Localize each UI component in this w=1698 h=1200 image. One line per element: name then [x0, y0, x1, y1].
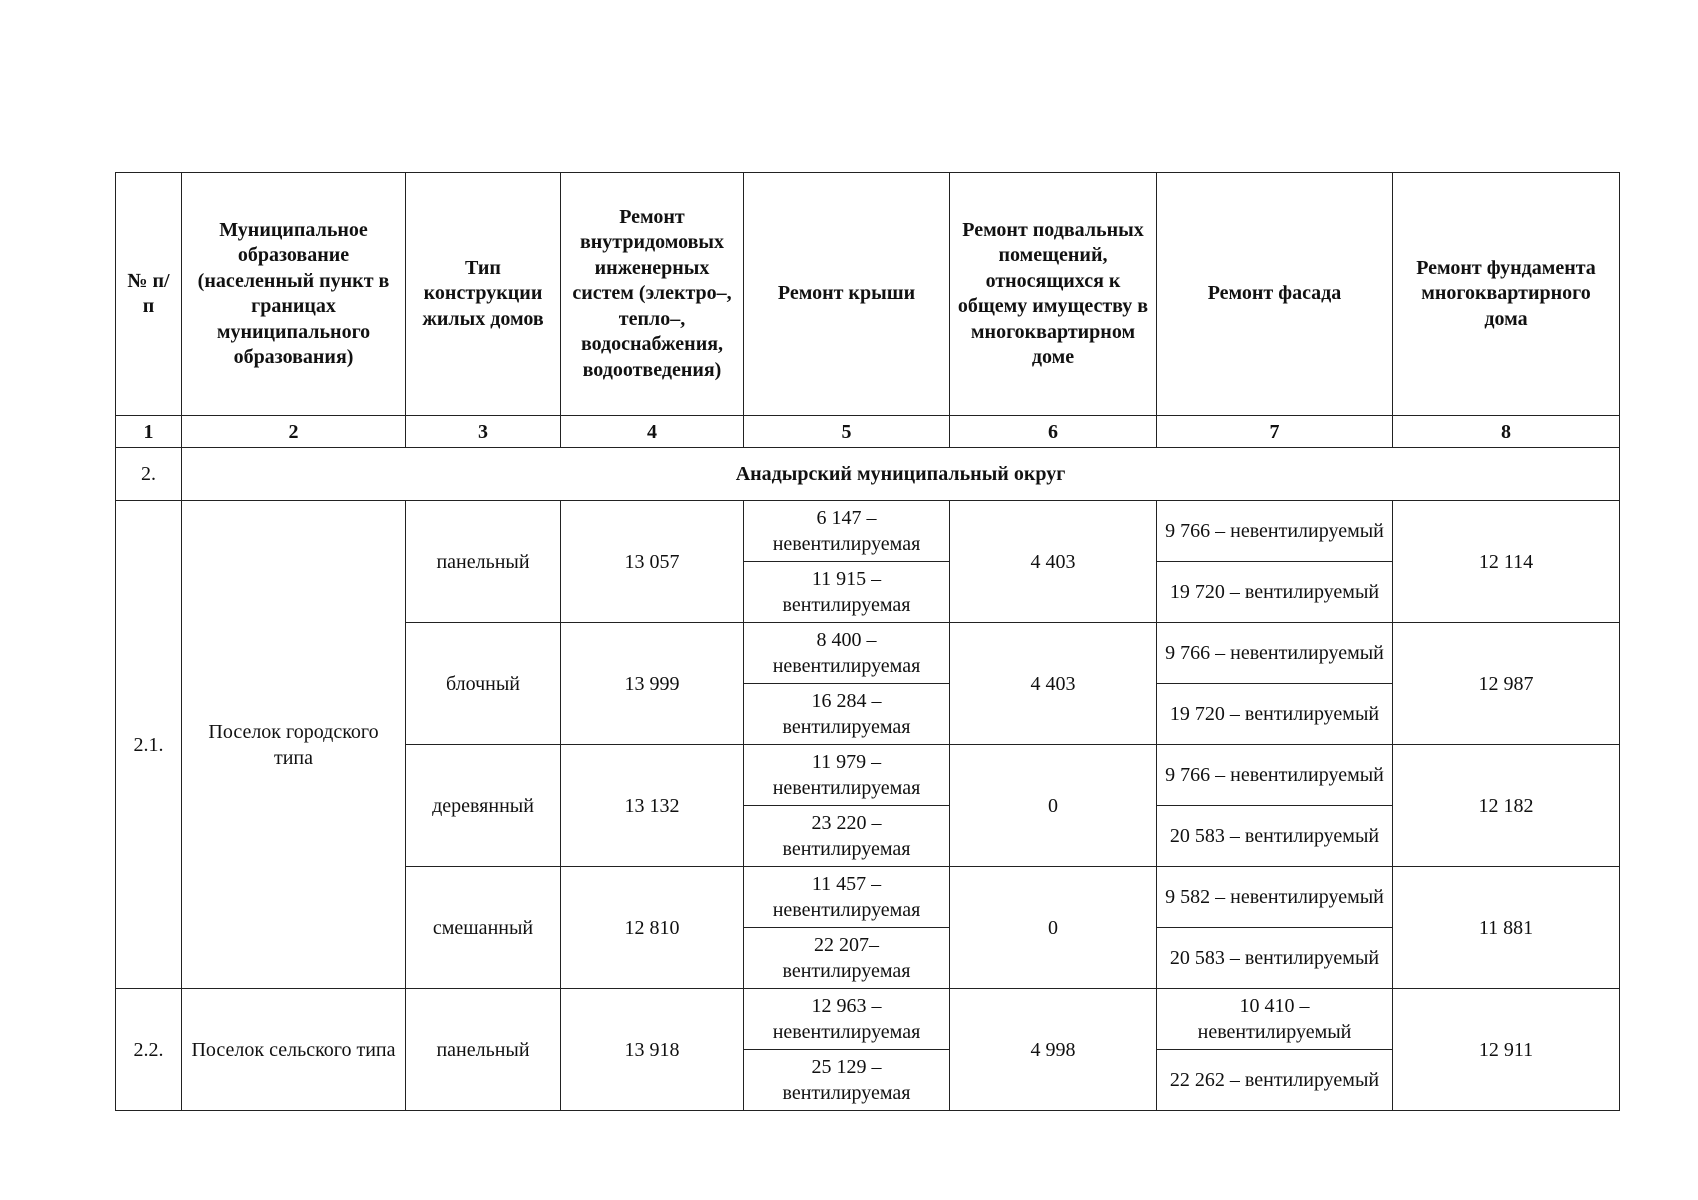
- facade-cost-unventilated: 9 766 – невентилируемый: [1157, 623, 1393, 684]
- roof-cost-unventilated: 12 963 – невентилируемая: [744, 989, 950, 1050]
- column-number: 4: [561, 416, 744, 448]
- facade-cost-ventilated: 19 720 – вентилируемый: [1157, 562, 1393, 623]
- header-number: № п/п: [116, 173, 182, 416]
- engineering-cost: 13 918: [561, 989, 744, 1111]
- basement-cost: 0: [950, 745, 1157, 867]
- column-number: 1: [116, 416, 182, 448]
- basement-cost: 0: [950, 867, 1157, 989]
- facade-cost-ventilated: 22 262 – вентилируемый: [1157, 1050, 1393, 1111]
- facade-cost-ventilated: 20 583 – вентилируемый: [1157, 928, 1393, 989]
- roof-cost-unventilated: 6 147 – невентилируемая: [744, 501, 950, 562]
- engineering-cost: 12 810: [561, 867, 744, 989]
- column-number: 5: [744, 416, 950, 448]
- engineering-cost: 13 999: [561, 623, 744, 745]
- region-row: [116, 448, 1620, 501]
- roof-cost-ventilated: 22 207– вентилируемая: [744, 928, 950, 989]
- header-municipality: Муниципальное образование (населенный пункт в границах муниципального образования): [182, 173, 406, 416]
- table-row: [116, 501, 1620, 562]
- construction-type: панельный: [406, 501, 561, 623]
- region-title: Анадырский муниципальный округ: [182, 448, 1620, 501]
- foundation-cost: 12 987: [1393, 623, 1620, 745]
- facade-cost-unventilated: 10 410 – невентилируемый: [1157, 989, 1393, 1050]
- header-engineering-systems: Ремонт внутридомовых инженерных систем (электро–, тепло–, водоснабжения, водоотведения): [561, 173, 744, 416]
- table-row: [116, 989, 1620, 1050]
- section-number: 2.2.: [116, 989, 182, 1111]
- column-number-row: [116, 416, 1620, 448]
- header-basement: Ремонт подвальных помещений, относящихся к общему имуществу в многоквартирном доме: [950, 173, 1157, 416]
- engineering-cost: 13 132: [561, 745, 744, 867]
- foundation-cost: 12 911: [1393, 989, 1620, 1111]
- facade-cost-ventilated: 19 720 – вентилируемый: [1157, 684, 1393, 745]
- construction-type: смешанный: [406, 867, 561, 989]
- settlement-name: Поселок городского типа: [182, 501, 406, 989]
- construction-type: деревянный: [406, 745, 561, 867]
- foundation-cost: 12 114: [1393, 501, 1620, 623]
- engineering-cost: 13 057: [561, 501, 744, 623]
- roof-cost-unventilated: 11 457 – невентилируемая: [744, 867, 950, 928]
- column-number: 8: [1393, 416, 1620, 448]
- column-number: 3: [406, 416, 561, 448]
- roof-cost-unventilated: 11 979 – невентилируемая: [744, 745, 950, 806]
- header-construction-type: Тип конструкции жилых домов: [406, 173, 561, 416]
- cost-table: [115, 172, 1620, 1111]
- roof-cost-ventilated: 16 284 – вентилируемая: [744, 684, 950, 745]
- section-number: 2.1.: [116, 501, 182, 989]
- roof-cost-ventilated: 25 129 – вентилируемая: [744, 1050, 950, 1111]
- header-row: [116, 173, 1620, 416]
- basement-cost: 4 403: [950, 623, 1157, 745]
- column-number: 6: [950, 416, 1157, 448]
- roof-cost-ventilated: 11 915 – вентилируемая: [744, 562, 950, 623]
- roof-cost-ventilated: 23 220 – вентилируемая: [744, 806, 950, 867]
- header-roof: Ремонт крыши: [744, 173, 950, 416]
- region-number: 2.: [116, 448, 182, 501]
- facade-cost-ventilated: 20 583 – вентилируемый: [1157, 806, 1393, 867]
- settlement-name: Поселок сельского типа: [182, 989, 406, 1111]
- header-foundation: Ремонт фундамента многоквартирного дома: [1393, 173, 1620, 416]
- construction-type: панельный: [406, 989, 561, 1111]
- facade-cost-unventilated: 9 582 – невентилируемый: [1157, 867, 1393, 928]
- column-number: 7: [1157, 416, 1393, 448]
- header-facade: Ремонт фасада: [1157, 173, 1393, 416]
- column-number: 2: [182, 416, 406, 448]
- basement-cost: 4 998: [950, 989, 1157, 1111]
- foundation-cost: 11 881: [1393, 867, 1620, 989]
- basement-cost: 4 403: [950, 501, 1157, 623]
- facade-cost-unventilated: 9 766 – невентилируемый: [1157, 745, 1393, 806]
- construction-type: блочный: [406, 623, 561, 745]
- foundation-cost: 12 182: [1393, 745, 1620, 867]
- facade-cost-unventilated: 9 766 – невентилируемый: [1157, 501, 1393, 562]
- roof-cost-unventilated: 8 400 – невентилируемая: [744, 623, 950, 684]
